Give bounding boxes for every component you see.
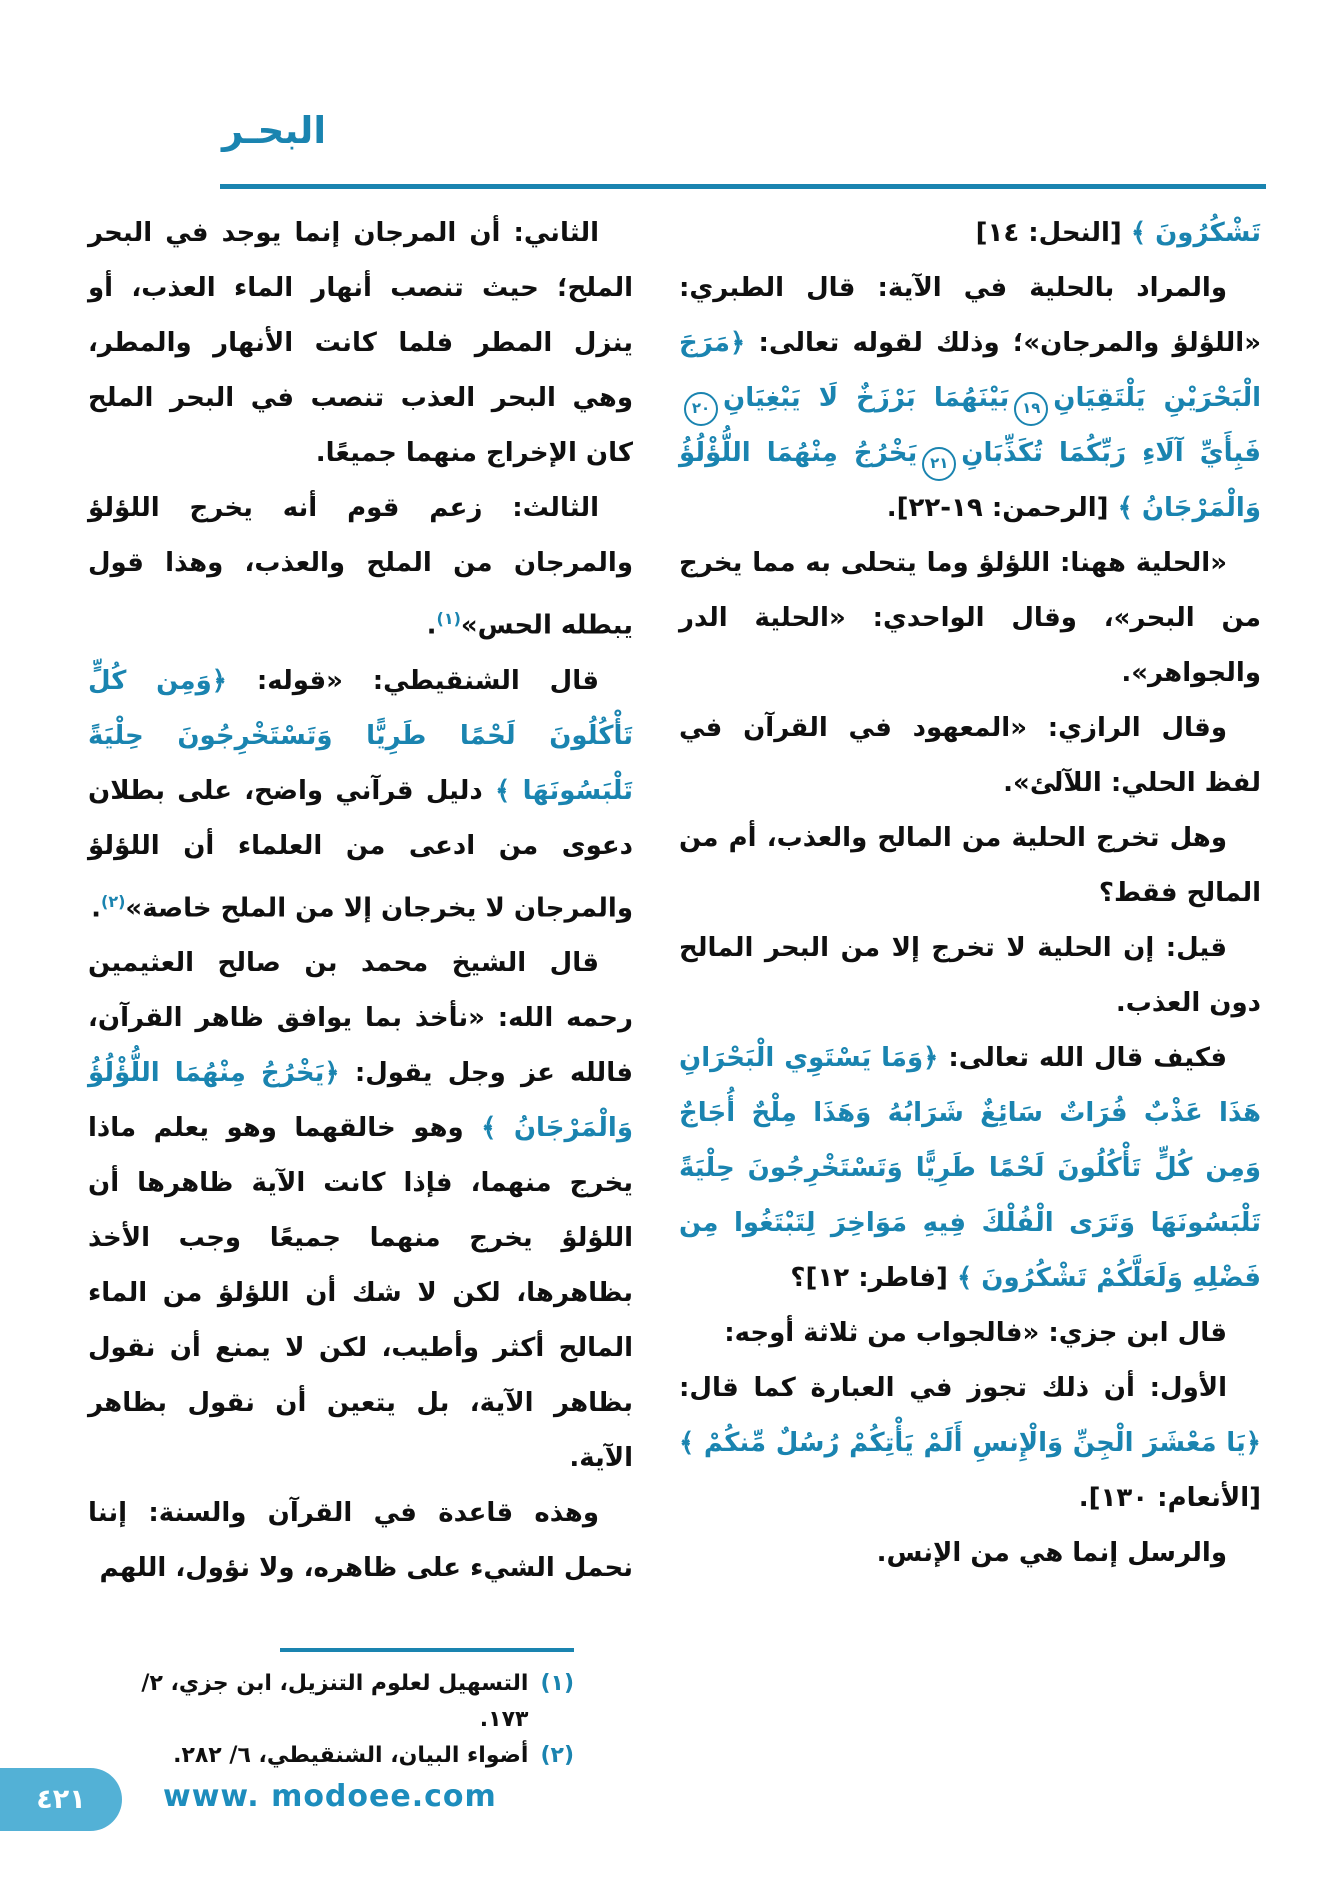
- footnote-text: التسهيل لعلوم التنزيل، ابن جزي، ٢/ ١٧٣.: [141, 1671, 529, 1732]
- paragraph-quran-fragment: [679, 206, 1261, 261]
- paragraph: [679, 701, 1261, 811]
- running-head-title: البحـر: [222, 109, 327, 152]
- paragraph: [679, 1526, 1261, 1581]
- paragraph: [679, 261, 1261, 536]
- paragraph: [88, 936, 633, 1486]
- footnote-marker: (١): [436, 609, 461, 628]
- quran-verse: بَيْنَهُمَا بَرْزَخٌ لَا يَبْغِيَانِ: [723, 383, 1010, 413]
- text-columns: [88, 206, 1261, 1596]
- paragraph: [88, 654, 633, 937]
- body-text: «الحلية ههنا: اللؤلؤ وما يتحلى به مما يخرج من البحر»، وقال الواحدي: «الحلية الدر والجواهر».: [679, 548, 1261, 688]
- quran-verse: يَخْرُجُ مِنْهُمَا اللُّؤْلُؤُ وَالْمَرْجَانُ ﴾: [679, 438, 1261, 523]
- footnote-item: [100, 1666, 574, 1738]
- quran-verse: فَبِأَيِّ آلَاءِ رَبِّكُمَا تُكَذِّبَانِ: [961, 438, 1261, 468]
- footnote-item: [100, 1738, 574, 1774]
- body-text: قيل: إن الحلية لا تخرج إلا من البحر المالح دون العذب.: [679, 933, 1261, 1018]
- body-text: .: [426, 610, 437, 641]
- paragraph: [88, 481, 633, 654]
- verse-reference: [النحل: ١٤]: [975, 218, 1122, 248]
- paragraph: [679, 1361, 1261, 1526]
- quran-verse: ﴿وَمَا يَسْتَوِي الْبَحْرَانِ هَذَا عَذْبٌ فُرَاتٌ سَائِغٌ شَرَابُهُ وَهَذَا مِلْحٌ أُجَاجٌ وَمِن كُلٍّ تَأْكُلُونَ لَحْمًا طَرِيًّا وَتَسْتَخْرِجُونَ حِلْيَةً تَلْبَسُونَهَا وَتَرَى الْفُلْكَ فِيهِ مَوَاخِرَ لِتَبْتَغُوا مِن فَضْلِهِ وَلَعَلَّكُمْ تَشْكُرُونَ ﴾: [679, 1043, 1261, 1293]
- body-text: قال ابن جزي: «فالجواب من ثلاثة أوجه:: [724, 1318, 1227, 1348]
- verse-reference: [الرحمن: ‎١٩-٢٢‎].: [886, 493, 1109, 523]
- paragraph: [679, 1306, 1261, 1361]
- body-text: وهذه قاعدة في القرآن والسنة: إننا نحمل الشيء على ظاهره، ولا نؤول، اللهم: [88, 1498, 633, 1584]
- paragraph: [679, 536, 1261, 701]
- verse-number-badge: ٢٠: [684, 392, 718, 426]
- body-text: وهل تخرج الحلية من المالح والعذب، أم من المالح فقط؟: [679, 823, 1261, 908]
- paragraph: [88, 206, 633, 481]
- quran-verse: ﴿مَرَجَ الْبَحْرَيْنِ يَلْتَقِيَانِ: [679, 328, 1261, 413]
- body-text: دليل قرآني واضح، على بطلان دعوى من ادعى من العلماء أن اللؤلؤ والمرجان لا يخرجان إلا من الملح خاصة»: [88, 775, 633, 924]
- verse-number-badge: ١٩: [1014, 392, 1048, 426]
- body-text: فكيف قال الله تعالى:: [938, 1043, 1227, 1073]
- quran-verse: ﴿يَا مَعْشَرَ الْجِنِّ وَالْإِنسِ أَلَمْ يَأْتِكُمْ رُسُلٌ مِّنكُمْ ﴾: [679, 1428, 1261, 1458]
- body-text: .: [91, 893, 102, 924]
- verse-reference: [فاطر: ١٢]؟: [790, 1263, 948, 1293]
- verse-reference: [الأنعام: ١٣٠].: [1078, 1483, 1261, 1513]
- footnote-text: أضواء البيان، الشنقيطي، ٦/ ٢٨٢.: [173, 1743, 529, 1768]
- paragraph: [679, 921, 1261, 1031]
- quran-verse: ﴿يَخْرُجُ مِنْهُمَا اللُّؤْلُؤُ وَالْمَرْجَانُ ﴾: [88, 1058, 633, 1144]
- body-text: زعم قوم أنه يخرج اللؤلؤ والمرجان من الملح والعذب، وهذا قول يبطله الحس»: [88, 493, 633, 641]
- body-text: وقال الرازي: «المعهود في القرآن في لفظ الحلي: اللآلئ».: [679, 713, 1261, 798]
- quran-verse: تَشْكُرُونَ ﴾: [1121, 218, 1261, 248]
- verse-number-badge: ٢١: [922, 447, 956, 481]
- body-text: والرسل إنما هي من الإنس.: [876, 1538, 1227, 1568]
- page-number: ٤٢١: [36, 1784, 86, 1815]
- footnote-number: (٢): [540, 1743, 574, 1768]
- quran-verse: ﴿وَمِن كُلٍّ تَأْكُلُونَ لَحْمًا طَرِيًّا وَتَسْتَخْرِجُونَ حِلْيَةً تَلْبَسُونَهَا ﴾: [88, 665, 634, 806]
- body-text: أن ذلك تجوز في العبارة كما قال:: [679, 1373, 1150, 1403]
- body-text: قال الشنقيطي: «قوله:: [227, 665, 599, 696]
- paragraph: [679, 1031, 1261, 1306]
- footnotes: [100, 1648, 574, 1774]
- lead-word: الثاني:: [513, 218, 599, 248]
- footnote-marker: (٢): [101, 891, 126, 911]
- left-column: [88, 206, 633, 1596]
- website-text: www. modoee.com: [163, 1779, 497, 1814]
- body-text: قال الشيخ محمد بن صالح العثيمين رحمه الله: «نأخذ بما يوافق ظاهر القرآن، فالله عز وجل يقول:: [88, 948, 633, 1089]
- body-text: والمراد بالحلية في الآية: قال الطبري: «اللؤلؤ والمرجان»؛ وذلك لقوله تعالى:: [679, 273, 1261, 358]
- page-number-tab: [0, 1768, 122, 1831]
- body-text: أن المرجان إنما يوجد في البحر الملح؛ حيث تنصب أنهار الماء العذب، أو ينزل المطر فلما كانت الأنهار والمطر، وهي البحر العذب تنصب في البحر الملح كان الإخراج منهما جميعًا.: [88, 218, 633, 468]
- paragraph: [679, 811, 1261, 921]
- lead-word: الثالث:: [512, 493, 599, 523]
- footnote-divider: [280, 1648, 574, 1652]
- body-text: وهو خالقهما وهو يعلم ماذا يخرج منهما، فإذا كانت الآية ظاهرها أن اللؤلؤ يخرج منهما جميعًا وجب الأخذ بظاهرها، لكن لا شك أن اللؤلؤ من الماء المالح أكثر وأطيب، لكن لا يمنع أن نقول بظاهر الآية، بل يتعين أن نقول بظاهر الآية.: [88, 1113, 633, 1474]
- paragraph: [88, 1486, 633, 1596]
- lead-word: الأول:: [1149, 1373, 1227, 1403]
- header-rule: [220, 184, 1266, 189]
- right-column: [679, 206, 1261, 1581]
- footnote-number: (١): [540, 1671, 574, 1696]
